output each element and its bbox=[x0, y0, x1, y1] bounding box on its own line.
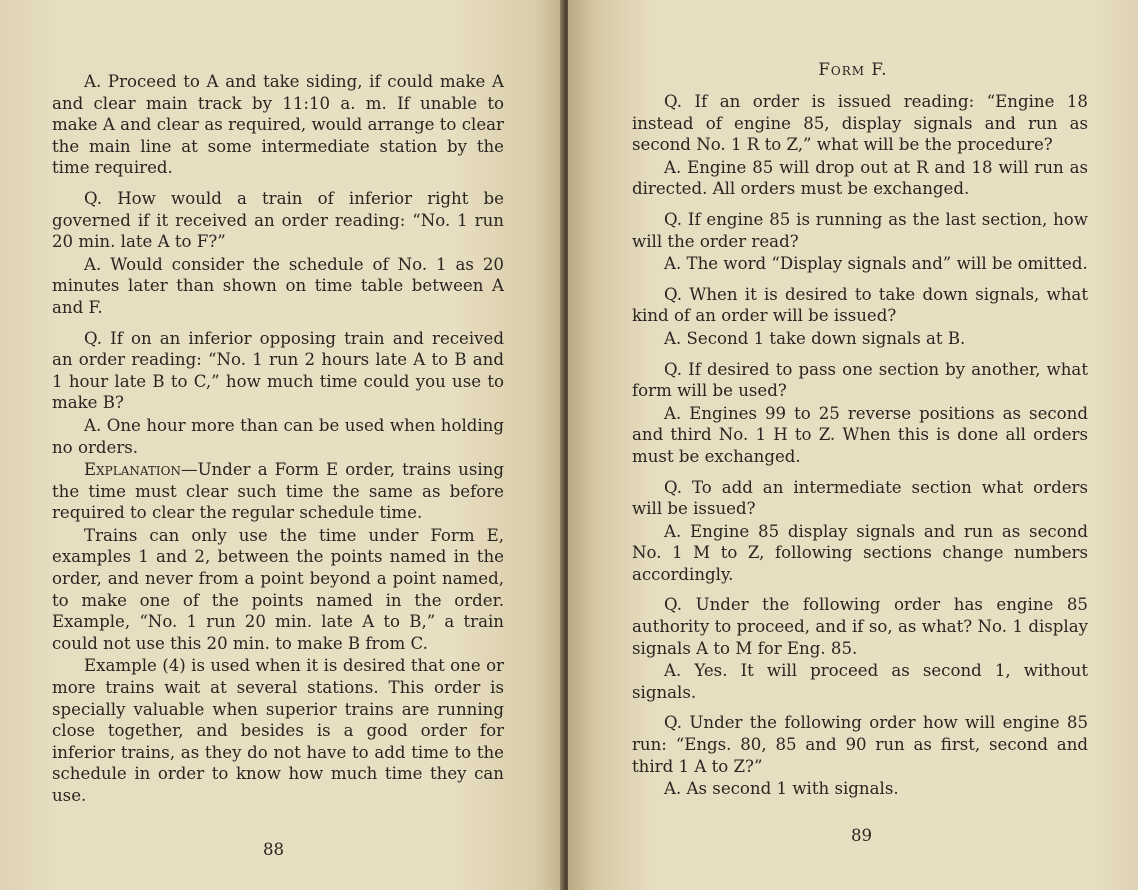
paragraph: Trains can only use the time under Form E, examples 1 and 2, between the points named in the order, and never from a point beyond a point named, to make one of the points named in the order. Example, “No. 1 run 20 min. late A to B,” a train could not use this 20 min. to make B from C. bbox=[52, 525, 504, 653]
paragraph: A. Second 1 take down signals at B. bbox=[664, 328, 966, 348]
paragraph: A. Would consider the schedule of No. 1 as 20 minutes later than shown on time table between A and F. bbox=[52, 254, 504, 317]
paragraph: Q. If desired to pass one section by another, what form will be used? bbox=[632, 359, 1088, 401]
paragraph: Q. Under the following order has engine 85 authority to proceed, and if so, as what? No. 1 display signals A to M for Eng. 85. bbox=[632, 595, 1088, 658]
page-number: 89 bbox=[851, 826, 873, 845]
paragraph: A. The word “Display signals and” will be omitted. bbox=[664, 254, 1088, 274]
page-number: 88 bbox=[263, 840, 285, 859]
paragraph: A. One hour more than can be used when holding no orders. bbox=[52, 415, 504, 457]
left-page-text bbox=[52, 71, 504, 816]
paragraph: Q. If an order is issued reading: “Engine 18 instead of engine 85, display signals and run as second No. 1 R to Z,” what will be the procedure? bbox=[632, 92, 1088, 155]
paragraph: A. Yes. It will proceed as second 1, without signals. bbox=[632, 661, 1088, 702]
section-heading: Form F. bbox=[818, 60, 888, 79]
paragraph: Example (4) is used when it is desired that one or more trains wait at several stations. This order is specially valuable when superior trains are running close together, and besides is a good order for inferior trains, as they do not have to add time to the schedule in order to know how much time they can use. bbox=[52, 656, 504, 805]
paragraph: Q. If engine 85 is running as the last section, how will the order read? bbox=[632, 209, 1088, 251]
right-page bbox=[568, 0, 1138, 890]
paragraph: A. Engine 85 will drop out at R and 18 will run as directed. All orders must be exchanged. bbox=[632, 157, 1088, 199]
paragraph: Q. Under the following order how will engine 85 run: “Engs. 80, 85 and 90 run as first, second and third 1 A to Z?” bbox=[632, 713, 1088, 776]
explanation-text: —Under a Form E order, trains using the time must clear such time the same as before required to clear the regular schedule time. bbox=[52, 460, 504, 523]
explanation-paragraph bbox=[52, 459, 504, 524]
explanation-label: Explanation bbox=[84, 460, 181, 480]
paragraph: A. Engine 85 display signals and run as second No. 1 M to Z, following sections change numbers accordingly. bbox=[632, 521, 1088, 584]
paragraph: Q. To add an intermediate section what orders will be issued? bbox=[632, 477, 1088, 519]
paragraph: A. Proceed to A and take siding, if could make A and clear main track by 11:10 a. m. If unable to make A and clear as required, would arrange to clear the main line at some intermediate station by the time required. bbox=[52, 72, 504, 178]
paragraph: Q. When it is desired to take down signals, what kind of an order will be issued? bbox=[632, 284, 1088, 326]
paragraph: A. Engines 99 to 25 reverse positions as second and third No. 1 H to Z. When this is done all orders must be exchanged. bbox=[632, 403, 1088, 466]
paragraph: A. As second 1 with signals. bbox=[664, 779, 899, 799]
paragraph: Q. How would a train of inferior right be governed if it received an order reading: “No. 1 run 20 min. late A to F?” bbox=[52, 188, 504, 252]
right-page-text bbox=[632, 91, 1088, 809]
paragraph: Q. If on an inferior opposing train and received an order reading: “No. 1 run 2 hours late A to B and 1 hour late B to C,” how much time could you use to make B? bbox=[52, 328, 504, 413]
left-page bbox=[0, 0, 564, 890]
